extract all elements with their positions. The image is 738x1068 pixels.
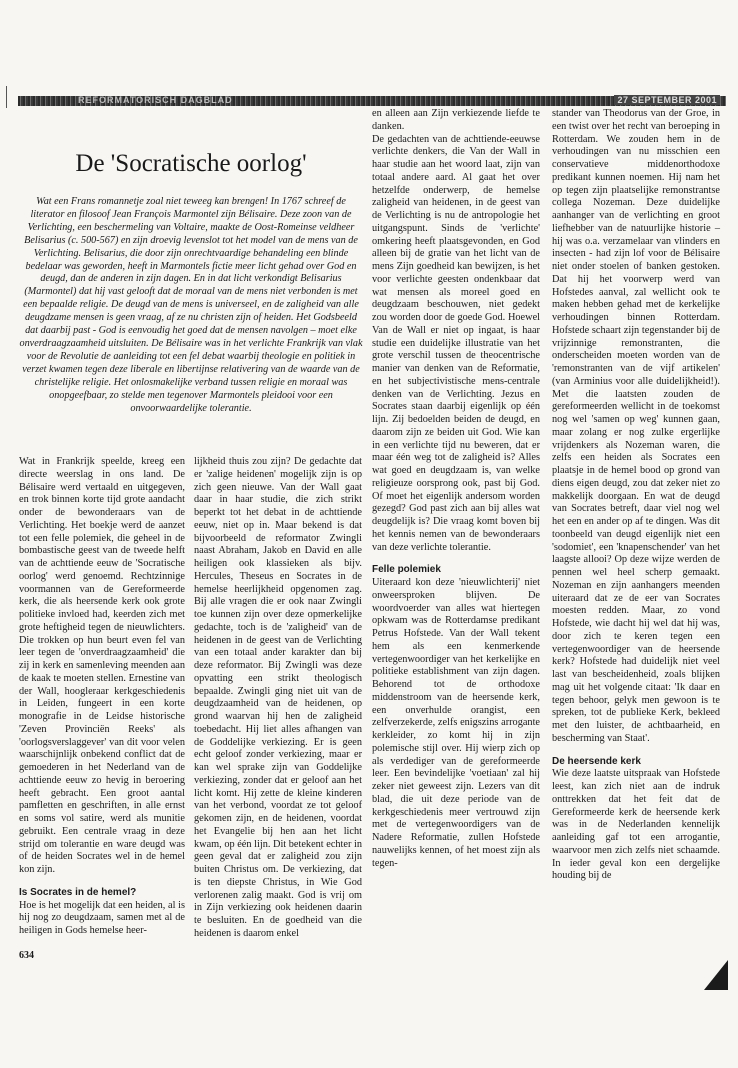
column-1	[19, 456, 185, 938]
body-paragraph: en alleen aan Zijn verkiezende liefde te danken.	[372, 108, 540, 132]
article-lead: Wat een Frans romannetje zoal niet teweeg kan brengen! In 1767 schreef de literator en filosoof Jean François Marmontel zijn Bélisaire. Deze zoon van de Verlichting, een beschermeling van Voltaire, maakte de Oost-Romeinse veldheer Belisarius (c. 500-567) en zijn droevig levenslot tot het model van de mens van de Verlichting. Belisarius, die door zijn onrechtvaardige behandeling een blinde bedelaar was geworden, heeft in Marmontels fictie meer licht gehad over God en deugd, dan de anderen in zijn dagen. En in dat licht verkondigt Belisarius (Marmontel) dat hij vast gelooft dat de moraal van de mens niet verbonden is met een bepaalde religie. De deugd van de mens is universeel, en de zaligheid van alle deugdzame mensen is geen vraag, af ze nu christen zijn of heiden. Het Godsbeeld dat daarbij past - God is eenvoudig het goed dat de mensen navolgen – moet elke onverdraagzaamheid uitsluiten. De Bélisaire was in het verlichte Frankrijk van vlak voor de Revolutie de aanleiding tot een fel debat waarbij theologie en politiek in verzet kwamen tegen deze liberale en libertijnse relativering van de waarde van de christelijke religie. Het onlosmakelijke verband tussen religie en moraal was onopgeefbaar, zo stelde men tegenover Marmontels pleidooi voor een onvoorwaardelijke tolerantie.	[19, 196, 363, 414]
subheading: Is Socrates in de hemel?	[19, 886, 137, 898]
body-paragraph: lijkheid thuis zou zijn? De gedachte dat er 'zalige heidenen' mogelijk zijn is op zich geen nieuwe. Van der Wall gaat daar in haar studie, die zich strikt beperkt tot het debat in de achttiende eeuw, niet op in. Maar bekend is dat bijvoorbeeld de reformator Zwingli naast Abraham, Jakob en David en alle heiligen ook klassieken als bijv. Hercules, Theseus en Socrates in de hemelse heerlijkheid opgenomen zag. Bij alle vragen die er ook naar Zwingli toe kunnen zijn over deze opmerkelijke gedachte, toch is de 'zaligheid' van de heidenen in de geest van de Verlichting van een totaal ander karakter dan bij deze reformator. Bij Zwingli was deze opvatting een strikt theologisch bepaalde. Zwingli ging niet uit van de deugdzaamheid van de heidenen, op grond waarvan hij hen de zaligheid toebedacht. Hij liet alles afhangen van de Goddelijke verkiezing. Er is geen echt geloof zonder verkiezing, maar er kan wel sprake zijn van Goddelijke verkiezing, zonder dat er geloof aan het licht komt. Hij zette de kleine kinderen van het verbond, voordat ze tot geloof gekomen zijn, en de heidenen, voordat het Evangelie bij hen aan het licht kwam, op één lijn. Dit betekent echter in geen geval dat er zaligheid zou zijn buiten Christus om. De verkiezing, dat is ten diepste Christus, in Wie God verlorenen zalig maakt. God is vrij om in Zijn verkiezing ook heidenen daarin te besluiten. En de goedheid van die heidenen is daarom enkel	[194, 456, 362, 939]
body-paragraph: De gedachten van de achttiende-eeuwse verlichte denkers, die Van der Wall in haar studie aan het woord laat, zijn van totaal andere aard. Al gaat het over hetzelfde onderwerp, de hemelse zaligheid van heidenen, in de geest van de Verlichting is nu de antropologie het uitgangspunt. Sinds de 'verlichte' omkering heeft plaatsgevonden, en God alleen bij de gratie van het licht van de mens Zijn goedheid kan bewijzen, is het voor verlichte geesten ondenkbaar dat wat mensen als moreel goed en deugdzaam beschouwen, niet gedekt zou worden door de goede God. Hoewel Van de Wall er niet op ingaat, is haar studie een duidelijke illustratie van het grote verschil tussen de theocentrische manier van denken van de Reformatie, en het subjectivistische mens-centrale denken van de Verlichting. Jezus en Socrates staan daarbij eigenlijk op één lijn. Zij bedoelden beiden de deugd, en daarom zijn ze beiden uit God. Wie kan in een verlichte tijd nu beweren, dat er maar één weg tot de zaligheid is? Alles wat goed en deugdzaam is, van welke religieuze oorsprong ook, past bij God. Of moet het eigenlijk andersom worden gezegd? God past zich aan bij alles wat deugdelijk is? Die vraag komt boven bij het kennis nemen van de bewonderaars van deze verlichte tolerantie.	[372, 133, 540, 553]
body-paragraph: Wat in Frankrijk speelde, kreeg een directe weerslag in ons land. De Bélisaire werd vertaald en uitgegeven, en trok binnen korte tijd grote aandacht onder de bewonderaars van de Verlichting. Het boekje werd de aanzet tot een felle polemiek, die geheel in de bombastische geest van de tweede helft van de achttiende eeuw de 'Socratische oorlog' werd genoemd. Rechtzinnige voormannen van de Gereformeerde kerk, die als heersende kerk ook grote politieke invloed had, keerden zich met grote heftigheid tegen de nieuwlichters. Die trokken op hun beurt even fel van leer tegen de 'onverdraagzaamheid' die zij in kerk en samenleving meenden aan de kaak te moeten stellen. Ernestine van der Wall, hoogleraar kerkgeschiedenis in Leiden, fungeert in een korte monografie in de Leidse historische 'Zeven Provinciën Reeks' als 'oorlogsverslaggever' van dit voor velen waarschijnlijk onbekend conflict dat de gemoederen in het Nederland van de achttiende eeuw zo hevig in beroering heeft gebracht. Een groot aantal pamfletten en geschriften, in alle ernst en soms vol satire, werd als munitie gebruikt. Een centrale vraag in deze strijd om tolerantie en ware deugd was of de heiden Socrates wel in de hemel kon zijn.	[19, 456, 185, 875]
subheading: De heersende kerk	[552, 755, 641, 767]
page-number: 634	[19, 950, 34, 961]
margin-rule	[6, 86, 7, 108]
page-corner-fold	[704, 960, 728, 990]
subheading: Felle polemiek	[372, 564, 441, 576]
column-2	[194, 456, 362, 941]
body-paragraph: Uiteraard kon deze 'nieuwlichterij' niet onweersproken blijven. De woordvoerder van alles wat hiertegen opkwam was de Rotterdamse predikant Petrus Hofstede. Van der Wall tekent hem als een kenmerkende vertegenwoordiger van het kerkelijke en politieke establishment van zijn dagen. Behorend tot de orthodoxe middenstroom van de heersende kerk, een onverhulde orangist, een zelfverzekerde, zelfs enigszins arrogante kerkleider, zo komt hij in zijn polemische stijl over. Hij wierp zich op als verdediger van de gereformeerde leer. Een bevindelijke 'voetiaan' zal hij zeker niet geweest zijn. Lezers van dit blad, die uit deze periode van de kerkgeschiedenis meer vertrouwd zijn met de vertegenwoordigers van de Nadere Reformatie, zullen Hofstede nauwelijks kennen, of het moest zijn als tegen-	[372, 577, 540, 869]
issue-date: 27 SEPTEMBER 2001	[614, 95, 720, 105]
body-paragraph: Hoe is het mogelijk dat een heiden, al is hij nog zo deugdzaam, samen met al de heiligen in Gods hemelse heer-	[19, 899, 185, 936]
column-3	[372, 108, 540, 870]
running-header	[18, 96, 726, 106]
body-paragraph: Wie deze laatste uitspraak van Hofstede leest, kan zich niet aan de indruk onttrekken dat het feit dat de Gereformeerde kerk de heersende kerk was in de Nederlanden kennelijk aanleiding gaf tot een arrogantie, waarvoor men zich zelfs niet schaamde. In ieder geval kon een dergelijke houding bij de	[552, 768, 720, 882]
article-title: De 'Socratische oorlog'	[75, 150, 307, 177]
body-paragraph: stander van Theodorus van der Groe, in een twist over het recht van beroeping in Rotterdam. We zouden hem in de verhoudingen van nu misschien een conservatieve middenorthodoxe predikant kunnen noemen. Hij nam het op tegen zijn plaatselijke remonstrantse collega Nozeman. Deze duidelijke aanhanger van de verlichting en groot liefhebber van de natuurlijke historie – hij was o.a. verzamelaar van vlinders en insecten - had zijn lof voor de Bélisaire niet onder stoelen of banken gestoken. Dat hij het voorwerp werd van Hofstedes aanval, zal wellicht ook te maken hebben gehad met de kerkelijke verhoudingen binnen Rotterdam. Hofstede schaart zijn tegenstander bij de vrijzinnige remonstranten, die onderscheiden moeten worden van de 'remonstranten van de vijf artikelen' (van Arminius voor alle duidelijkheid!). Met die laatsten zouden de gereformeerden wellicht in de toekomst nog wel 'samen op weg' kunnen gaan, maar zolang er nog zulke ergerlijke vrijdenkers als Nozeman waren, die zelfs een heiden als Socrates een plaatsje in de hemel bood op grond van diens eigen deugd, zou dat zeker niet zo makkelijk doorgaan. En wat de deugd van Socrates betreft, daar viel nog wel het een en ander op af te dingen. Was dit toonbeeld van deugd eigenlijk niet een 'sodomiet', een 'knapenschender' van het laagste allooi? Op deze wijze werden de pennen wel heel scherp gemaakt. Nozeman en zijn aanhangers meenden uiteraard dat ze de eer van Socrates moesten redden. Maar, zo vond Hofstede, wie dacht hij wel dat hij was, door zich te keren tegen een vertegenwoordiger van de heersende kerk? Hofstede had duidelijk niet veel last van bescheidenheid, zoals blijken mag uit het volgende citaat: 'Ik daar en tegen behoor, gelyk men gewoon is te spreken, tot de publieke Kerk, bekleed met den luister, de achtbaarheid, en bescherming van Staat'.	[552, 108, 720, 744]
magazine-name: REFORMATORISCH DAGBLAD	[78, 95, 233, 105]
column-4	[552, 108, 720, 883]
